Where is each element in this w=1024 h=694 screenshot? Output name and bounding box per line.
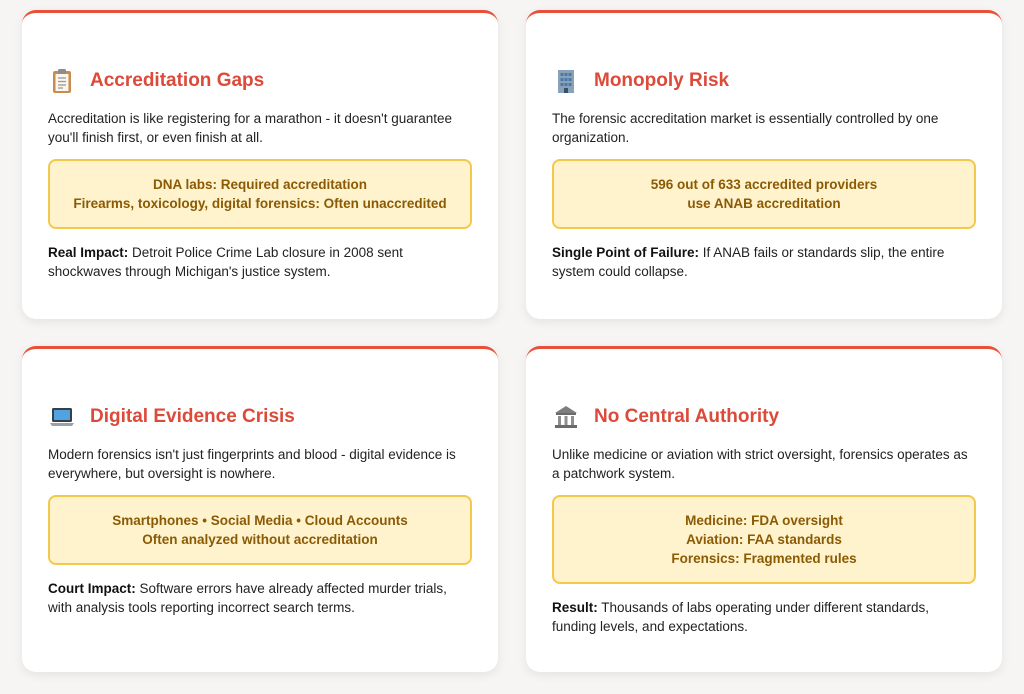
impact-note <box>552 598 976 636</box>
card-no-central-authority <box>526 346 1002 672</box>
impact-text: Thousands of labs operating under different standards, funding levels, and expectations. <box>552 600 929 634</box>
card-title: Digital Evidence Crisis <box>90 406 295 427</box>
highlight-line: Aviation: FAA standards <box>686 532 842 547</box>
impact-label: Single Point of Failure: <box>552 245 700 260</box>
impact-note <box>48 579 472 617</box>
highlight-line: use ANAB accreditation <box>687 196 841 211</box>
card-intro: Modern forensics isn't just fingerprints and blood - digital evidence is everywhere, but oversight is nowhere. <box>48 447 456 481</box>
card-title: No Central Authority <box>594 406 780 427</box>
clipboard-icon <box>48 67 76 95</box>
card-header <box>552 401 976 433</box>
card-header <box>48 65 472 97</box>
highlight-line: Medicine: FDA oversight <box>685 513 843 528</box>
highlight-box <box>48 495 472 565</box>
highlight-box <box>552 159 976 229</box>
highlight-box <box>552 495 976 584</box>
highlight-line: DNA labs: Required accreditation <box>152 177 368 192</box>
impact-label: Result: <box>552 600 598 615</box>
impact-note <box>552 243 976 281</box>
impact-label: Real Impact: <box>48 245 129 260</box>
card-intro: The forensic accreditation market is essentially controlled by one organization. <box>552 111 939 145</box>
highlight-line: Smartphones • Social Media • Cloud Accounts <box>112 513 408 528</box>
card-header <box>552 65 976 97</box>
card-header <box>48 401 472 433</box>
classical-building-icon <box>552 403 580 431</box>
card-digital-evidence-crisis <box>22 346 498 672</box>
highlight-box <box>48 159 472 229</box>
impact-text: Software errors have already affected murder trials, with analysis tools reporting incorrect search terms. <box>48 581 447 615</box>
card-title: Accreditation Gaps <box>90 70 265 91</box>
card-monopoly-risk <box>526 10 1002 319</box>
card-title: Monopoly Risk <box>594 70 730 91</box>
impact-text: Detroit Police Crime Lab closure in 2008 sent shockwaves through Michigan's justice system. <box>48 245 403 279</box>
office-building-icon <box>552 67 580 95</box>
impact-note <box>48 243 472 281</box>
impact-label: Court Impact: <box>48 581 136 596</box>
highlight-line: Forensics: Fragmented rules <box>671 551 857 566</box>
card-accreditation-gaps <box>22 10 498 319</box>
card-intro: Accreditation is like registering for a marathon - it doesn't guarantee you'll finish first, or even finish at all. <box>48 111 453 145</box>
card-intro: Unlike medicine or aviation with strict oversight, forensics operates as a patchwork system. <box>552 447 968 481</box>
laptop-icon <box>48 403 76 431</box>
highlight-line: 596 out of 633 accredited providers <box>650 177 878 192</box>
highlight-line: Firearms, toxicology, digital forensics: Often unaccredited <box>73 196 447 211</box>
impact-text: If ANAB fails or standards slip, the entire system could collapse. <box>552 245 945 279</box>
highlight-line: Often analyzed without accreditation <box>142 532 378 547</box>
